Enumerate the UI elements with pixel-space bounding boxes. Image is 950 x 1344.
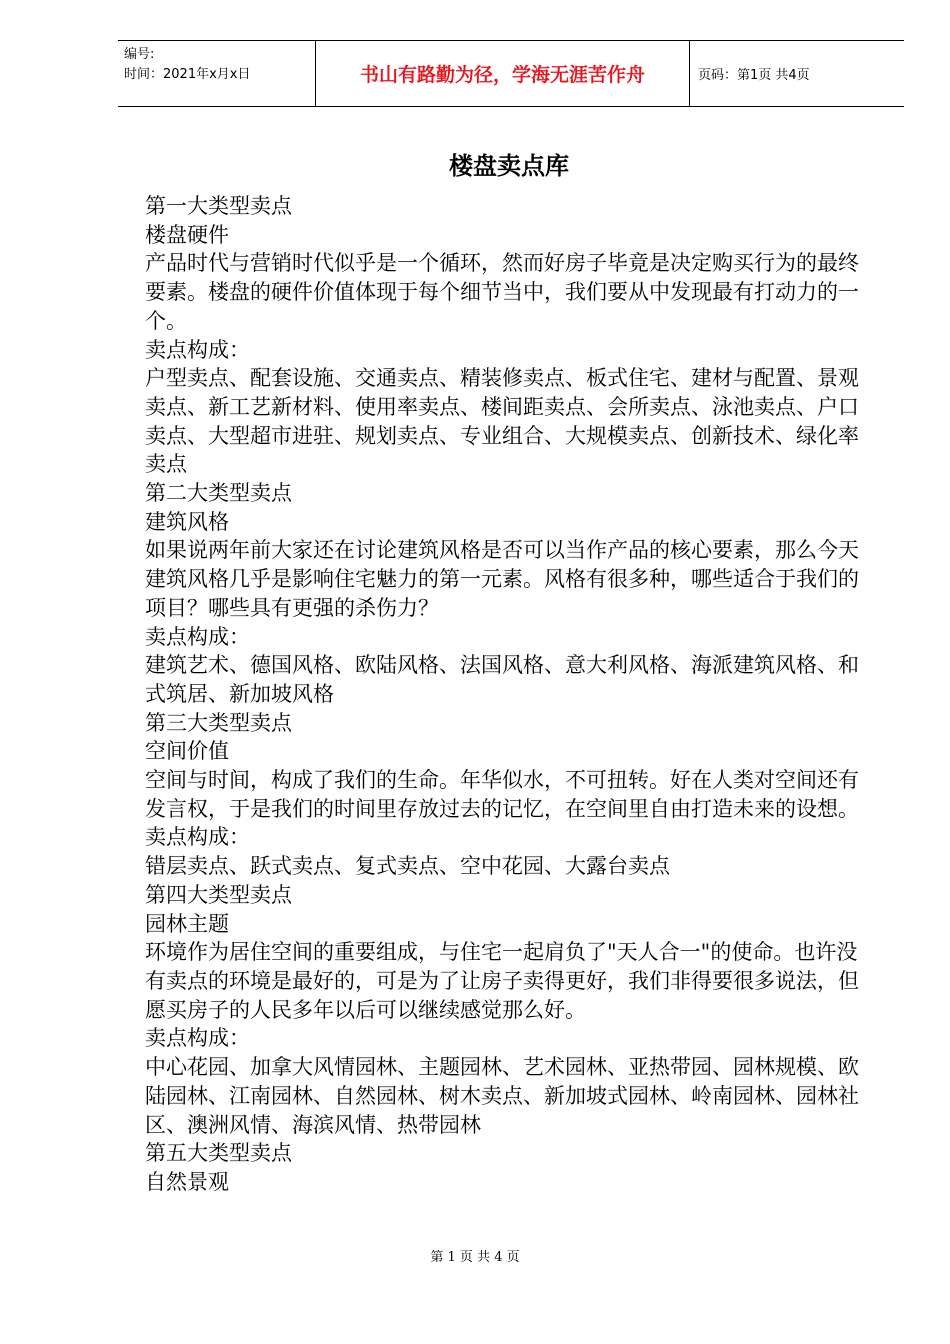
section-subtitle: 园林主题 [145, 911, 229, 936]
section-subtitle: 自然景观 [145, 1169, 229, 1194]
composition-list: 建筑艺术、德国风格、欧陆风格、法国风格、意大利风格、海派建筑风格、和式筑居、新加坡风格 [145, 653, 859, 706]
section-description: 空间与时间，构成了我们的生命。年华似水，不可扭转。好在人类对空间还有发言权，于是我们的时间里存放过去的记忆，在空间里自由打造未来的设想。 [145, 768, 859, 821]
document-title: 楼盘卖点库 [449, 152, 569, 180]
composition-list: 户型卖点、配套设施、交通卖点、精装修卖点、板式住宅、建材与配置、景观卖点、新工艺新材料、使用率卖点、楼间距卖点、会所卖点、泳池卖点、户口卖点、大型超市进驻、规划卖点、专业组合、大规模卖点、创新技术、绿化率卖点 [145, 366, 859, 477]
composition-label: 卖点构成： [145, 825, 250, 850]
section-subtitle: 楼盘硬件 [145, 222, 229, 247]
composition-list: 中心花园、加拿大风情园林、主题园林、艺术园林、亚热带园、园林规模、欧陆园林、江南园林、自然园林、树木卖点、新加坡式园林、岭南园林、园林社区、澳洲风情、海滨风情、热带园林 [145, 1055, 859, 1137]
section-heading: 第一大类型卖点 [145, 194, 292, 218]
section-heading: 第四大类型卖点 [145, 882, 292, 907]
section-description: 如果说两年前大家还在讨论建筑风格是否可以当作产品的核心要素，那么今天建筑风格几乎是影响住宅魅力的第一元素。风格有很多种，哪些适合于我们的项目？哪些具有更强的杀伤力？ [145, 538, 859, 620]
section-heading: 第五大类型卖点 [145, 1141, 292, 1166]
header-page-cell [690, 41, 904, 106]
document-time-label: 时间：2021年x月x日 [124, 67, 251, 82]
document-number-label: 编号: [124, 47, 155, 62]
section-subtitle: 空间价值 [145, 739, 229, 764]
composition-label: 卖点构成： [145, 1026, 250, 1051]
header-meta-cell [118, 41, 316, 106]
document-body [145, 192, 873, 1197]
header-page-info: 页码：第1页 共4页 [698, 68, 810, 83]
page-footer: 第 1 页 共 4 页 [430, 1250, 520, 1265]
document-header [118, 40, 904, 107]
composition-list: 错层卖点、跃式卖点、复式卖点、空中花园、大露台卖点 [145, 854, 670, 879]
composition-label: 卖点构成： [145, 624, 250, 649]
section-subtitle: 建筑风格 [145, 509, 229, 534]
section-heading: 第二大类型卖点 [145, 481, 292, 506]
composition-label: 卖点构成： [145, 337, 250, 362]
section-heading: 第三大类型卖点 [145, 710, 292, 735]
section-description: 产品时代与营销时代似乎是一个循环，然而好房子毕竟是决定购买行为的最终要素。楼盘的硬件价值体现于每个细节当中，我们要从中发现最有打动力的一个。 [145, 251, 859, 333]
header-motto-cell [316, 41, 690, 106]
header-motto: 书山有路勤为径，学海无涯苦作舟 [359, 64, 645, 86]
section-description: 环境作为居住空间的重要组成，与住宅一起肩负了"天人合一"的使命。也许没有卖点的环境是最好的，可是为了让房子卖得更好，我们非得要很多说法，但愿买房子的人民多年以后可以继续感觉那么好。 [145, 940, 859, 1022]
